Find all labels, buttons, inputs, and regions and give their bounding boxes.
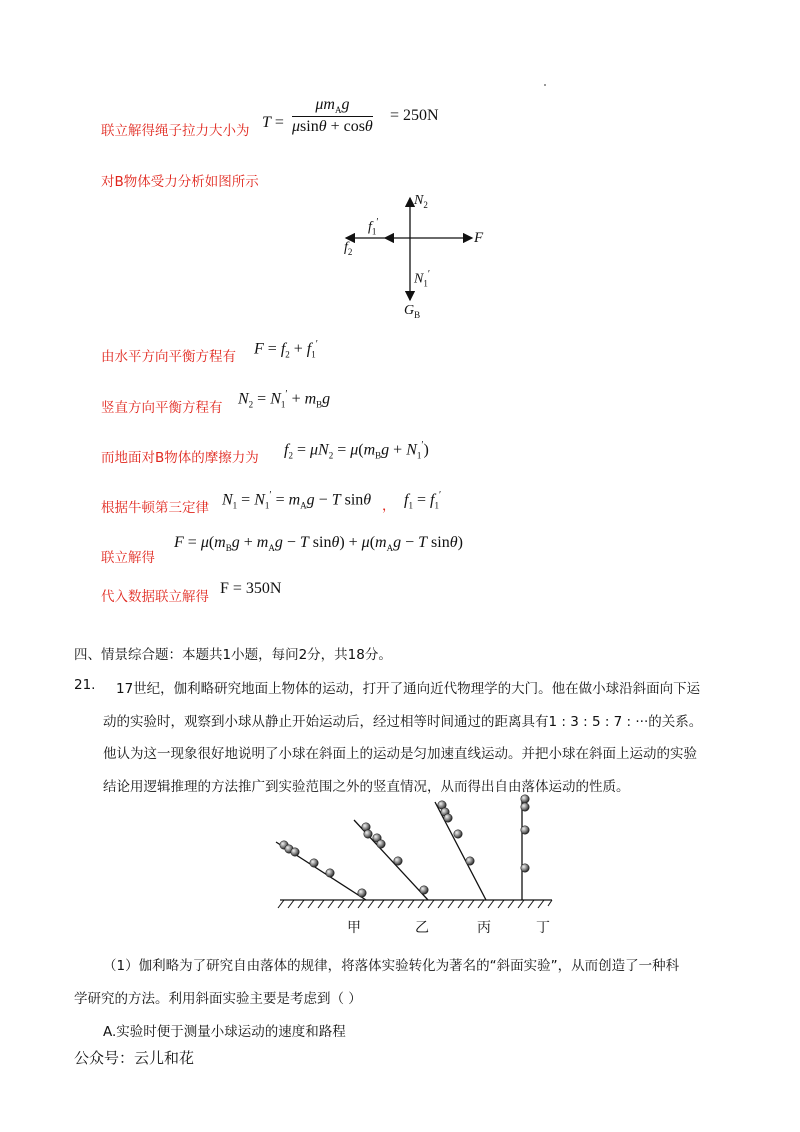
solution-line4-eq: $N_2 = N_1' + m_Bg$ xyxy=(238,389,331,410)
solution-line6-sep: ， xyxy=(382,498,396,514)
solution-line6-label: 根据牛顿第三定律 xyxy=(101,500,209,516)
figure-label-ding: 丁 xyxy=(536,920,550,936)
solution-line7-eq: $F = \mu(m_Bg + m_Ag - T$ $\sin\theta) + \mu(m_Ag - T$ sinθ) xyxy=(174,534,463,554)
label-f1-prime: $f_1'$ xyxy=(368,217,379,237)
solution-line1-lhs: T = xyxy=(262,114,284,131)
subquestion-1-line2: 学研究的方法。利用斜面实验主要是考虑到（ ） xyxy=(74,991,362,1007)
solution-line8-label: 代入数据联立解得 xyxy=(101,589,209,605)
question-para-line3: 他认为这一现象很好地说明了小球在斜面上的运动是匀加速直线运动。并把小球在斜面上运动的实验 xyxy=(103,746,697,762)
figure-label-yi: 乙 xyxy=(415,920,429,936)
figure-label-bing: 丙 xyxy=(477,920,491,936)
label-n1-prime: $N_1'$ xyxy=(414,269,431,289)
option-a: A.实验时便于测量小球运动的速度和路程 xyxy=(103,1024,346,1040)
figure-label-jia: 甲 xyxy=(347,920,361,936)
solution-line6-eq-b: $f_1 = f_1'$ xyxy=(404,490,442,511)
solution-line2-label: 对B物体受力分析如图所示 xyxy=(101,174,259,190)
question-para-line1: 17世纪，伽利略研究地面上物体的运动，打开了通向近代物理学的大门。他在做小球沿斜面向下运 xyxy=(116,681,701,697)
solution-line1-rhs: = 250N xyxy=(390,107,439,124)
label-f2: $f_2$ xyxy=(344,240,353,257)
incline-bing xyxy=(435,802,486,900)
question-para-line4: 结论用逻辑推理的方法推广到实验范围之外的竖直情况，从而得出自由落体运动的性质。 xyxy=(103,779,630,795)
solution-line7-label: 联立解得 xyxy=(101,550,155,566)
solution-line5-label: 而地面对B物体的摩擦力为 xyxy=(101,450,259,466)
question-number: 21. xyxy=(74,677,96,693)
solution-line3-eq: $F = f_2 + f_1'$ xyxy=(254,339,318,360)
page-mark xyxy=(544,84,546,86)
incline-figure xyxy=(270,790,560,915)
section4-heading: 四、情景综合题：本题共1小题，每问2分，共18分。 xyxy=(74,647,392,663)
solution-line3-label: 由水平方向平衡方程有 xyxy=(101,349,236,365)
subquestion-1-line1: （1）伽利略为了研究自由落体的规律，将落体实验转化为著名的“斜面实验”，从而创造了一种科 xyxy=(103,958,680,974)
solution-line4-label: 竖直方向平衡方程有 xyxy=(101,400,223,416)
solution-line8-eq: F = 350N xyxy=(220,580,282,597)
label-gb: $G_B$ xyxy=(404,303,421,320)
question-para-line2: 动的实验时，观察到小球从静止开始运动后，经过相等时间通过的距离具有1 : 3 : 5 : 7 : ···的关系。 xyxy=(103,714,703,730)
solution-line6-eq-a: $N_1 = N_1' = m_Ag - T$ sinθ xyxy=(222,490,372,511)
solution-line5-eq: $f_2 = \mu N_2 = \mu(m_Bg + N_1')$ xyxy=(284,440,429,461)
footer-label: 公众号：云儿和花 xyxy=(74,1049,195,1067)
label-n2: $N_2$ xyxy=(414,193,428,210)
label-f: F xyxy=(474,230,484,246)
solution-line1-label: 联立解得绳子拉力大小为 xyxy=(101,123,250,139)
solution-line1-fraction: $\mu m_Ag$ μsinθ + cosθ xyxy=(292,96,373,136)
